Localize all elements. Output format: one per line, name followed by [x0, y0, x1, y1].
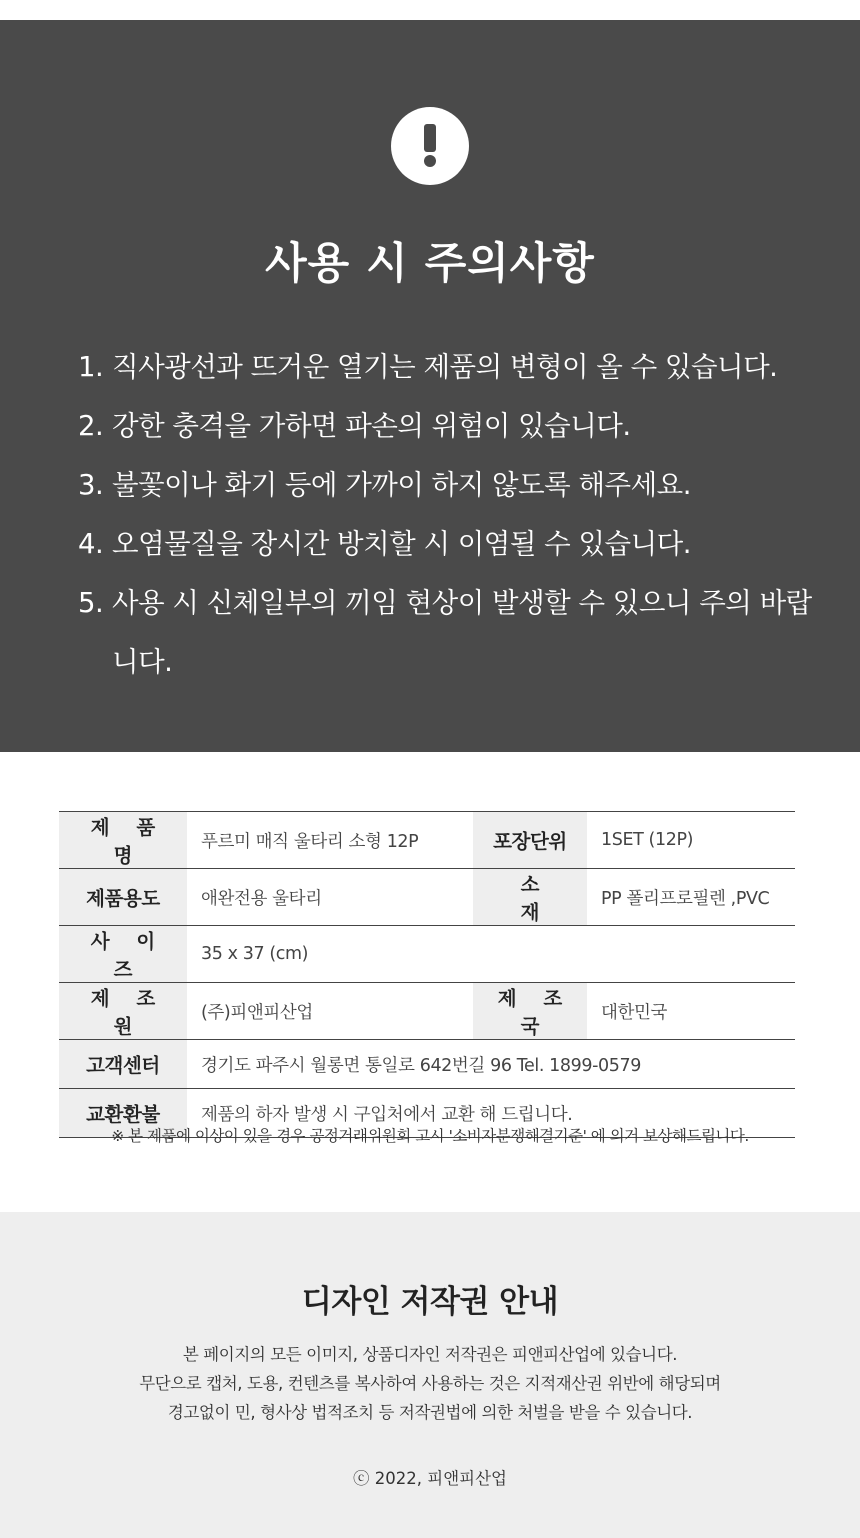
- caution-item-number: 5.: [78, 587, 104, 619]
- caution-item-number: 3.: [78, 469, 104, 501]
- table-row: [59, 983, 795, 1040]
- caution-item-number: 1.: [78, 351, 104, 383]
- table-row: [59, 869, 795, 926]
- caution-item-text: 강한 충격을 가하면 파손의 위험이 있습니다.: [112, 410, 631, 442]
- table-row: [59, 926, 795, 983]
- product-spec-table: [59, 811, 795, 1138]
- caution-item: [78, 515, 818, 574]
- product-name-label: 제 품 명: [59, 812, 187, 869]
- maker-label: 제 조 원: [59, 983, 187, 1040]
- product-name-value: 푸르미 매직 울타리 소형 12P: [187, 812, 473, 869]
- caution-item: [78, 456, 818, 515]
- caution-title: 사용 시 주의사항: [265, 239, 595, 289]
- exchange-label: 교환환불: [59, 1089, 187, 1138]
- table-row: [59, 1040, 795, 1089]
- copyright-section: [0, 1212, 860, 1538]
- packaging-label: 포장단위: [473, 812, 587, 869]
- caution-item: [78, 338, 818, 397]
- material-value: PP 폴리프로필렌 ,PVC: [587, 869, 795, 926]
- usage-label: 제품용도: [59, 869, 187, 926]
- copyright-text: [0, 1340, 860, 1427]
- exchange-value: 제품의 하자 발생 시 구입처에서 교환 해 드립니다.: [187, 1089, 795, 1138]
- caution-item: [78, 397, 818, 456]
- country-label: 제 조 국: [473, 983, 587, 1040]
- copyright-line: 경고없이 민, 형사상 법적조치 등 저작권법에 의한 처벌을 받을 수 있습니다.: [167, 1403, 693, 1422]
- country-value: 대한민국: [587, 983, 795, 1040]
- table-row: [59, 812, 795, 869]
- size-label: 사 이 즈: [59, 926, 187, 983]
- copyright-mark: ⓒ 2022, 피앤피산업: [353, 1469, 507, 1488]
- caution-item-text: 불꽃이나 화기 등에 가까이 하지 않도록 해주세요.: [112, 469, 691, 501]
- maker-value: (주)피앤피산업: [187, 983, 473, 1040]
- customer-service-value: 경기도 파주시 월롱면 통일로 642번길 96 Tel. 1899-0579: [187, 1040, 795, 1089]
- exclamation-icon: [391, 107, 469, 185]
- material-label: 소 재: [473, 869, 587, 926]
- caution-item-number: 4.: [78, 528, 104, 560]
- caution-item-text: 직사광선과 뜨거운 열기는 제품의 변형이 올 수 있습니다.: [112, 351, 778, 383]
- caution-item-text: 오염물질을 장시간 방치할 시 이염될 수 있습니다.: [112, 528, 691, 560]
- usage-value: 애완전용 울타리: [187, 869, 473, 926]
- copyright-title: 디자인 저작권 안내: [301, 1284, 559, 1320]
- size-value: 35 x 37 (cm): [187, 926, 795, 983]
- copyright-line: 본 페이지의 모든 이미지, 상품디자인 저작권은 피앤피산업에 있습니다.: [182, 1345, 678, 1364]
- caution-item: [78, 574, 818, 692]
- customer-service-label: 고객센터: [59, 1040, 187, 1089]
- caution-list: [78, 338, 818, 692]
- copyright-line: 무단으로 캡처, 도용, 컨텐츠를 복사하여 사용하는 것은 지적재산권 위반에 해당되며: [139, 1374, 721, 1393]
- packaging-value: 1SET (12P): [587, 812, 795, 869]
- caution-item-text: 사용 시 신체일부의 끼임 현상이 발생할 수 있으니 주의 바랍니다.: [112, 587, 812, 678]
- caution-item-number: 2.: [78, 410, 104, 442]
- compensation-note: ※ 본 제품에 이상이 있을 경우 공정거래위원회 고시 '소비자분쟁해결기준' 에 의거 보상해드립니다.: [111, 1127, 749, 1145]
- caution-section: [0, 20, 860, 752]
